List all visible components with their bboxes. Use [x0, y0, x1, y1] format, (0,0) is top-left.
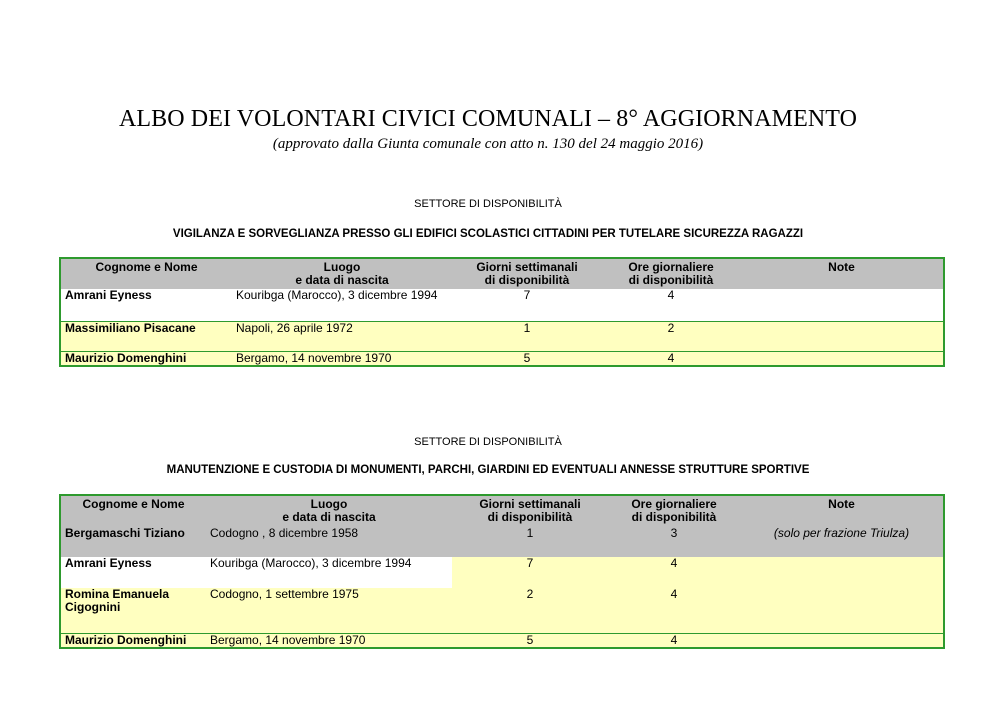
cell-giorni: 1 [526, 526, 534, 540]
cell-giorni: 1 [452, 321, 602, 351]
cell-luogo: Napoli, 26 aprile 1972 [232, 321, 452, 351]
cell-ore: 4 [608, 557, 740, 588]
cell-note: (solo per frazione Triulza) [740, 527, 944, 557]
cell-note [740, 633, 944, 648]
cell-ore: 4 [667, 288, 675, 302]
cell-note [740, 321, 944, 351]
cell-nome: Romina Emanuela Cigognini [60, 588, 206, 633]
cell-giorni: 5 [452, 633, 608, 648]
section-1-label: SETTORE DI DISPONIBILITÀ [414, 198, 562, 210]
col-header-note: Note [740, 495, 944, 527]
cell-note [740, 351, 944, 366]
cell-nome: Bergamaschi Tiziano [60, 527, 206, 557]
col-header-ore: Ore giornaliere di disponibilità [608, 495, 740, 527]
cell-ore: 4 [602, 351, 740, 366]
cell-nome: Maurizio Domenghini [60, 351, 232, 366]
cell-note [740, 289, 944, 321]
table-row [60, 289, 944, 321]
table-row [60, 588, 944, 633]
section-2-table [59, 494, 945, 649]
col-header-giorni: Giorni settimanali di disponibilità [452, 258, 602, 289]
col-header-note: Note [740, 258, 944, 289]
section-2-label: SETTORE DI DISPONIBILITÀ [414, 436, 562, 448]
col-header-luogo: Luogo e data di nascita [232, 258, 452, 289]
cell-note [740, 588, 944, 633]
table-row [60, 321, 944, 351]
cell-note [740, 557, 944, 588]
cell-nome: Massimiliano Pisacane [60, 321, 232, 351]
section-1-title: VIGILANZA E SORVEGLIANZA PRESSO GLI EDIFICI SCOLASTICI CITTADINI PER TUTELARE SICUREZZA RAGAZZI [172, 228, 804, 240]
cell-ore: 2 [602, 321, 740, 351]
cell-ore: 4 [670, 587, 678, 601]
col-header-luogo: Luogo e data di nascita [206, 495, 452, 527]
cell-luogo: Codogno, 1 settembre 1975 [210, 587, 359, 601]
table-row [60, 527, 944, 557]
cell-luogo: Bergamo, 14 novembre 1970 [232, 351, 452, 366]
cell-nome: Maurizio Domenghini [60, 633, 206, 648]
cell-ore: 3 [670, 526, 678, 540]
section-2-title: MANUTENZIONE E CUSTODIA DI MONUMENTI, PARCHI, GIARDINI ED EVENTUALI ANNESSE STRUTTURE SPORTIVE [166, 464, 810, 476]
table-row [60, 557, 944, 588]
cell-luogo: Bergamo, 14 novembre 1970 [206, 633, 452, 648]
cell-giorni: 7 [452, 557, 608, 588]
table-header-row [60, 258, 944, 289]
document-subtitle: (approvato dalla Giunta comunale con atto n. 130 del 24 maggio 2016) [272, 136, 704, 152]
cell-luogo: Codogno , 8 dicembre 1958 [210, 526, 359, 540]
col-header-nome: Cognome e Nome [60, 495, 206, 527]
cell-giorni: 2 [526, 587, 534, 601]
cell-nome: Amrani Eyness [60, 557, 206, 588]
table-header-row [60, 495, 944, 527]
col-header-ore: Ore giornaliere di disponibilità [602, 258, 740, 289]
col-header-giorni: Giorni settimanali di disponibilità [452, 495, 608, 527]
col-header-nome: Cognome e Nome [60, 258, 232, 289]
table-row [60, 633, 944, 648]
cell-luogo: Kouribga (Marocco), 3 dicembre 1994 [236, 288, 438, 302]
cell-giorni: 5 [452, 351, 602, 366]
cell-luogo: Kouribga (Marocco), 3 dicembre 1994 [206, 557, 452, 588]
document-title: ALBO DEI VOLONTARI CIVICI COMUNALI – 8° AGGIORNAMENTO [118, 106, 858, 132]
table-row [60, 351, 944, 366]
cell-ore: 4 [608, 633, 740, 648]
cell-nome: Amrani Eyness [60, 289, 232, 321]
section-1-table [59, 257, 945, 367]
cell-giorni: 7 [523, 288, 531, 302]
